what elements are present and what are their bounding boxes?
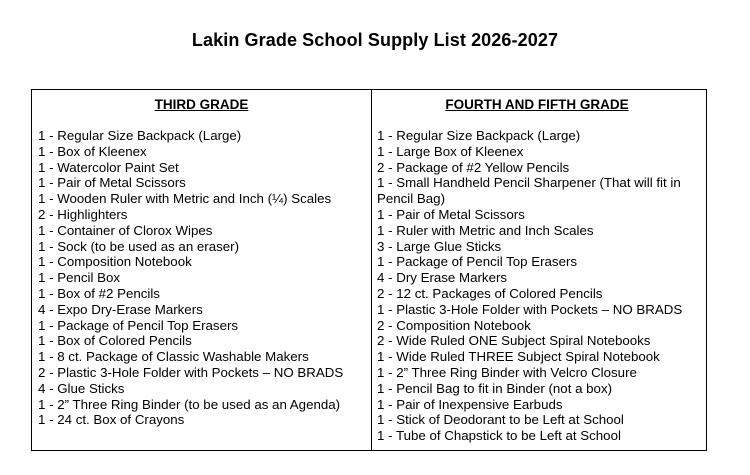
list-item: 1 - 2” Three Ring Binder with Velcro Closure (377, 364, 637, 380)
list-item: 1 - Large Box of Kleenex (377, 143, 524, 159)
list-item: 1 - Pair of Inexpensive Earbuds (377, 396, 563, 412)
list-item: 1 - Regular Size Backpack (Large) (38, 128, 242, 143)
list-item: 1 - Regular Size Backpack (Large) (377, 128, 581, 143)
list-item: 2 - Package of #2 Yellow Pencils (377, 159, 570, 175)
third-grade-header: THIRD GRADE (154, 97, 249, 112)
list-item: 1 - 8 ct. Package of Classic Washable Makers (38, 349, 309, 365)
fourth-fifth-grade-column (372, 90, 706, 450)
list-item: 1 - 24 ct. Box of Crayons (38, 412, 185, 428)
third-grade-list (38, 128, 371, 428)
third-grade-column (32, 90, 372, 450)
list-item: 1 - Container of Clorox Wipes (38, 222, 213, 238)
list-item: 1 - Package of Pencil Top Erasers (377, 254, 578, 270)
list-item: 4 - Expo Dry-Erase Markers (38, 301, 203, 317)
list-item: 1 - Pencil Box (38, 270, 121, 286)
fourth-fifth-grade-list (377, 128, 702, 444)
list-item: 1 - Plastic 3-Hole Folder with Pockets – NO BRADS (377, 301, 683, 317)
list-item: 1 - Box of #2 Pencils (38, 285, 160, 301)
list-item: 1 - Wide Ruled THREE Subject Spiral Notebook (377, 349, 660, 365)
list-item: 1 - Composition Notebook (38, 254, 192, 270)
list-item: 1 - 2” Three Ring Binder (to be used as an Agenda) (38, 396, 341, 412)
list-item: 2 - Highlighters (38, 206, 128, 222)
list-item: 1 - Box of Kleenex (38, 143, 147, 159)
list-item: 2 - Plastic 3-Hole Folder with Pockets – NO BRADS (38, 364, 344, 380)
list-item: 1 - Box of Colored Pencils (38, 333, 192, 349)
list-item: 1 - Tube of Chapstick to be Left at School (377, 428, 621, 444)
list-item: 1 - Watercolor Paint Set (38, 159, 179, 175)
list-item: 1 - Sock (to be used as an eraser) (38, 238, 240, 254)
list-item: 1 - Stick of Deodorant to be Left at School (377, 412, 624, 428)
list-item: 4 - Dry Erase Markers (377, 270, 508, 286)
list-item: 3 - Large Glue Sticks (377, 238, 502, 254)
page-title: Lakin Grade School Supply List 2026-2027 (191, 30, 559, 50)
list-item: 4 - Glue Sticks (38, 380, 125, 396)
fourth-fifth-grade-header: FOURTH AND FIFTH GRADE (445, 97, 629, 112)
list-item: 1 - Ruler with Metric and Inch Scales (377, 222, 594, 238)
list-item: 1 - Wooden Ruler with Metric and Inch (¼) Scales (38, 191, 332, 207)
list-item: 1 - Pencil Bag to fit in Binder (not a box) (377, 380, 613, 396)
list-item: 1 - Pair of Metal Scissors (38, 175, 186, 191)
list-item: 2 - Composition Notebook (377, 317, 531, 333)
list-item: 2 - Wide Ruled ONE Subject Spiral Notebooks (377, 333, 651, 349)
list-item: 1 - Pair of Metal Scissors (377, 206, 525, 222)
supply-table (31, 89, 707, 451)
list-item: 1 - Small Handheld Pencil Sharpener (That will fit in Pencil Bag) (377, 175, 681, 207)
list-item: 2 - 12 ct. Packages of Colored Pencils (377, 285, 603, 301)
list-item: 1 - Package of Pencil Top Erasers (38, 317, 239, 333)
